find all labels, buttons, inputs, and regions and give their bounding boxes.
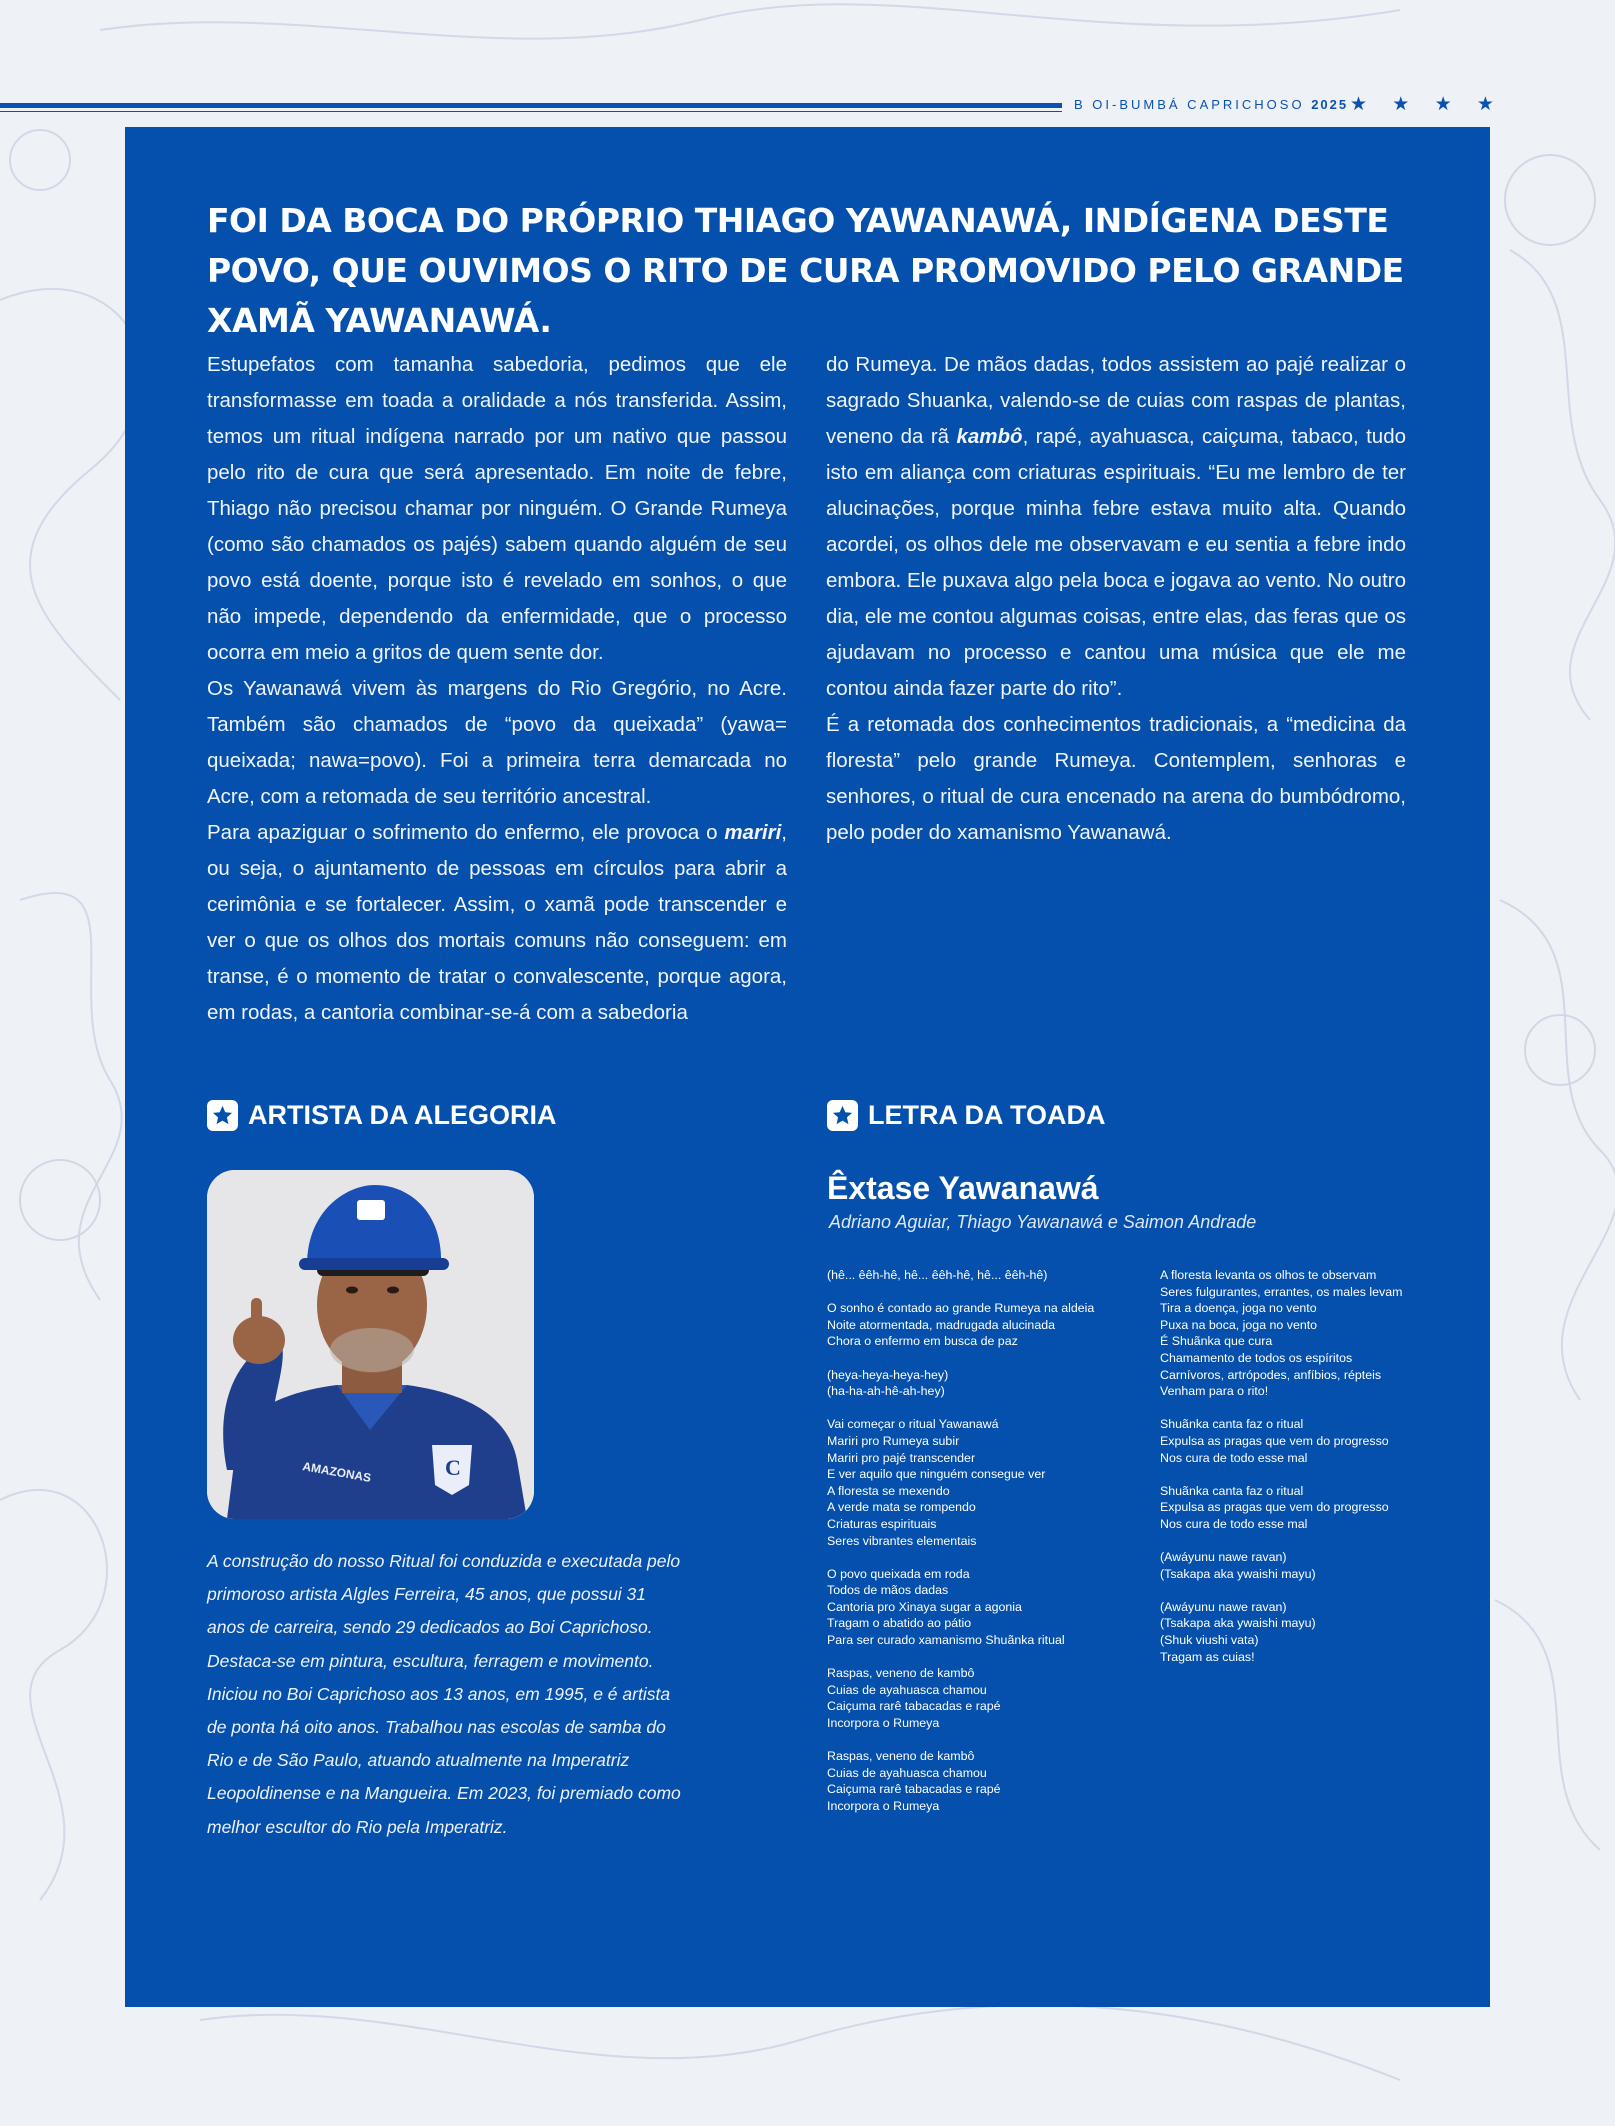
lyrics-line: (Awáyunu nawe ravan) [1160, 1550, 1287, 1565]
lyrics-line: Criaturas espirituais [827, 1516, 937, 1531]
lyrics-line: É Shuãnka que cura [1160, 1334, 1273, 1349]
text-run: , rapé, ayahuasca, caiçuma, tabaco, tudo isto em aliança com criaturas espirituais. “Eu me lembro de ter alucinações, porque minha febre estava muito alta. Quando acordei, os olhos dele me observavam e eu sentia a febre indo embora. Ele puxava algo pela boca e jogava ao vento. No outro dia, ele me contou algumas coisas, entre elas, das feras que os ajudavam no processo e cantou uma música que ele me contou ainda fazer parte do rito”. [826, 425, 1406, 700]
lyrics-line: Cuias de ayahuasca chamou [827, 1765, 987, 1780]
lyrics-line: Expulsa as pragas que vem do progresso [1160, 1500, 1389, 1515]
lyrics-line: Tira a doença, joga no vento [1160, 1301, 1317, 1316]
lyrics-line: Cantoria pro Xinaya sugar a agonia [827, 1599, 1022, 1614]
lyrics-line: Noite atormentada, madrugada alucinada [827, 1317, 1055, 1332]
lyrics-line: Caiçuma rarê tabacadas e rapé [827, 1782, 1001, 1797]
lyrics-stanza [827, 1267, 1157, 1284]
body-paragraph: Estupefatos com tamanha sabedoria, pedimos que ele transformasse em toada a oralidade a nós transferida. Assim, temos um ritual indígena narrado por um nativo que passou pelo rito de cura que será apresentado. Em noite de febre, Thiago não precisou chamar por ninguém. O Grande Rumeya (como são chamados os pajés) sabem quando alguém de seu povo está doente, porque isto é revelado em sonhos, o que não impede, dependendo da enfermidade, que o processo ocorra em meio a gritos de quem sente dor. [207, 353, 787, 664]
header-rule-thin [0, 111, 1062, 112]
lyrics-line: Vai começar o ritual Yawanawá [827, 1417, 999, 1432]
artist-bio: A construção do nosso Ritual foi conduzida e executada pelo primoroso artista Algles Ferreira, 45 anos, que possui 31 anos de carreira, sendo 29 dedicados ao Boi Caprichoso. Destaca-se em pintura, escultura, ferragem e movimento. Iniciou no Boi Caprichoso aos 13 anos, em 1995, e é artista de ponta há oito anos. Trabalhou nas escolas de samba do Rio e de São Paulo, atuando atualmente na Imperatriz Leopoldinense e na Mangueira. Em 2023, foi premiado como melhor escultor do Rio pela Imperatriz. [207, 1551, 681, 1837]
lyrics-column-left [827, 1267, 1157, 1831]
lyrics-line: (hê... êêh-hê, hê... êêh-hê, hê... êêh-hê) [827, 1268, 1048, 1282]
lyrics-stanza [827, 1566, 1157, 1649]
lyrics-line: Todos de mãos dadas [827, 1583, 949, 1598]
lyrics-line: Venham para o rito! [1160, 1384, 1269, 1399]
lyrics-line: Nos cura de todo esse mal [1160, 1450, 1308, 1465]
song-authors: Adriano Aguiar, Thiago Yawanawá e Saimon Andrade [829, 1212, 1257, 1232]
lyrics-line: Caiçuma rarê tabacadas e rapé [827, 1699, 1001, 1714]
lyrics-line: Shuãnka canta faz o ritual [1160, 1483, 1304, 1498]
lyrics-line: E ver aquilo que ninguém consegue ver [827, 1467, 1046, 1482]
emphasis-term: mariri [724, 821, 782, 844]
song-title: Êxtase Yawanawá [827, 1170, 1099, 1206]
lyrics-line: (heya-heya-heya-hey) [827, 1367, 949, 1382]
lyrics-line: Expulsa as pragas que vem do progresso [1160, 1433, 1389, 1448]
lyrics-line: Tragam as cuias! [1160, 1649, 1255, 1664]
lyrics-line: Raspas, veneno de kambô [827, 1749, 975, 1764]
header-rule [0, 103, 1062, 108]
lyrics-stanza [827, 1748, 1157, 1814]
header-stars: ★ ★ ★ ★ [1350, 94, 1504, 115]
lyrics-line: Raspas, veneno de kambô [827, 1666, 975, 1681]
lyrics-column-right [1160, 1267, 1490, 1682]
headline: FOI DA BOCA DO PRÓPRIO THIAGO YAWANAWÁ, INDÍGENA DESTE POVO, QUE OUVIMOS O RITO DE CURA PROMOVIDO PELO GRANDE XAMÃ YAWANAWÁ. [207, 201, 1404, 340]
lyrics-stanza [1160, 1599, 1490, 1665]
body-paragraph [207, 815, 787, 1031]
song-section-heading [827, 1100, 1106, 1131]
body-column-left [207, 347, 787, 1031]
body-paragraph: Os Yawanawá vivem às margens do Rio Gregório, no Acre. Também são chamados de “povo da queixada” (yawa= queixada; nawa=povo). Foi a primeira terra demarcada no Acre, com a retomada de seu território ancestral. [207, 677, 787, 808]
lyrics-line: Cuias de ayahuasca chamou [827, 1682, 987, 1697]
lyrics-line: Puxa na boca, joga no vento [1160, 1317, 1318, 1332]
lyrics-stanza [827, 1416, 1157, 1549]
lyrics-line: (Shuk viushi vata) [1160, 1633, 1259, 1648]
lyrics-line: Incorpora o Rumeya [827, 1799, 940, 1813]
body-paragraph: É a retomada dos conhecimentos tradicionais, a “medicina da floresta” pelo grande Rumeya. Contemplem, senhoras e senhores, o ritual de cura encenado na arena do bumbódromo, pelo poder do xamanismo Yawanawá. [826, 713, 1406, 844]
lyrics-stanza [1160, 1416, 1490, 1466]
lyrics-stanza [1160, 1267, 1490, 1400]
star-badge-icon [207, 1100, 238, 1131]
lyrics-line: (ha-ha-ah-hê-ah-hey) [827, 1384, 945, 1399]
lyrics-line: A floresta levanta os olhos te observam [1160, 1268, 1377, 1282]
lyrics-line: O povo queixada em roda [827, 1566, 970, 1581]
lyrics-line: (Tsakapa aka ywaishi mayu) [1160, 1616, 1316, 1631]
artist-photo [207, 1170, 534, 1519]
lyrics-line: Chamamento de todos os espíritos [1160, 1350, 1353, 1365]
star-badge-icon [827, 1100, 858, 1131]
body-paragraph [826, 347, 1406, 707]
lyrics-stanza [827, 1665, 1157, 1731]
lyrics-line: Nos cura de todo esse mal [1160, 1516, 1308, 1531]
artist-section-heading [207, 1100, 556, 1131]
lyrics-line: Seres fulgurantes, errantes, os males levam [1160, 1284, 1403, 1299]
lyrics-line: Para ser curado xamanismo Shuãnka ritual [827, 1633, 1065, 1648]
lyrics-stanza [1160, 1483, 1490, 1533]
lyrics-line: (Awáyunu nawe ravan) [1160, 1599, 1287, 1614]
lyrics-stanza [827, 1300, 1157, 1350]
lyrics-line: A verde mata se rompendo [827, 1500, 976, 1515]
lyrics-line: Mariri pro Rumeya subir [827, 1433, 960, 1448]
text-run: , ou seja, o ajuntamento de pessoas em círculos para abrir a cerimônia e se fortalecer. Assim, o xamã pode transcender e ver o que os olhos dos mortais comuns não conseguem: em transe, é o momento de tratar o convalescente, porque agora, em rodas, a cantoria combinar-se-á com a sabedoria [207, 821, 787, 1024]
artist-section-title: ARTISTA DA ALEGORIA [248, 1100, 557, 1130]
text-run: Para apaziguar o sofrimento do enfermo, ele provoca o [207, 821, 725, 844]
lyrics-line: Carnívoros, artrópodes, anfíbios, répteis [1160, 1367, 1382, 1382]
header-brand-text: B OI-BUMBÁ CAPRICHOSO [1074, 97, 1305, 112]
header-year: 2025 [1311, 97, 1349, 112]
emphasis-term: kambô [956, 425, 1023, 448]
lyrics-stanza [827, 1367, 1157, 1400]
lyrics-line: Chora o enfermo em busca de paz [827, 1334, 1018, 1349]
song-section-title: LETRA DA TOADA [868, 1100, 1106, 1130]
body-column-right [826, 347, 1406, 851]
lyrics-line: Seres vibrantes elementais [827, 1533, 977, 1548]
lyrics-stanza [1160, 1549, 1490, 1582]
jacket-print: AMAZONAS [301, 1459, 373, 1485]
text-run: do Rumeya. De mãos dadas, todos assistem ao pajé realizar o sagrado Shuanka, valendo-se de cuias com raspas de plantas, veneno da rã [826, 353, 1406, 448]
lyrics-line: Tragam o abatido ao pátio [827, 1616, 972, 1631]
lyrics-line: Incorpora o Rumeya [827, 1716, 940, 1731]
lyrics-line: Shuãnka canta faz o ritual [1160, 1417, 1304, 1432]
lyrics-line: O sonho é contado ao grande Rumeya na aldeia [827, 1301, 1095, 1316]
lyrics-line: (Tsakapa aka ywaishi mayu) [1160, 1566, 1316, 1581]
svg-text:C: C [445, 1455, 461, 1480]
header-brand [1074, 97, 1348, 112]
lyrics-line: A floresta se mexendo [827, 1483, 950, 1498]
lyrics-line: Mariri pro pajé transcender [827, 1450, 976, 1465]
